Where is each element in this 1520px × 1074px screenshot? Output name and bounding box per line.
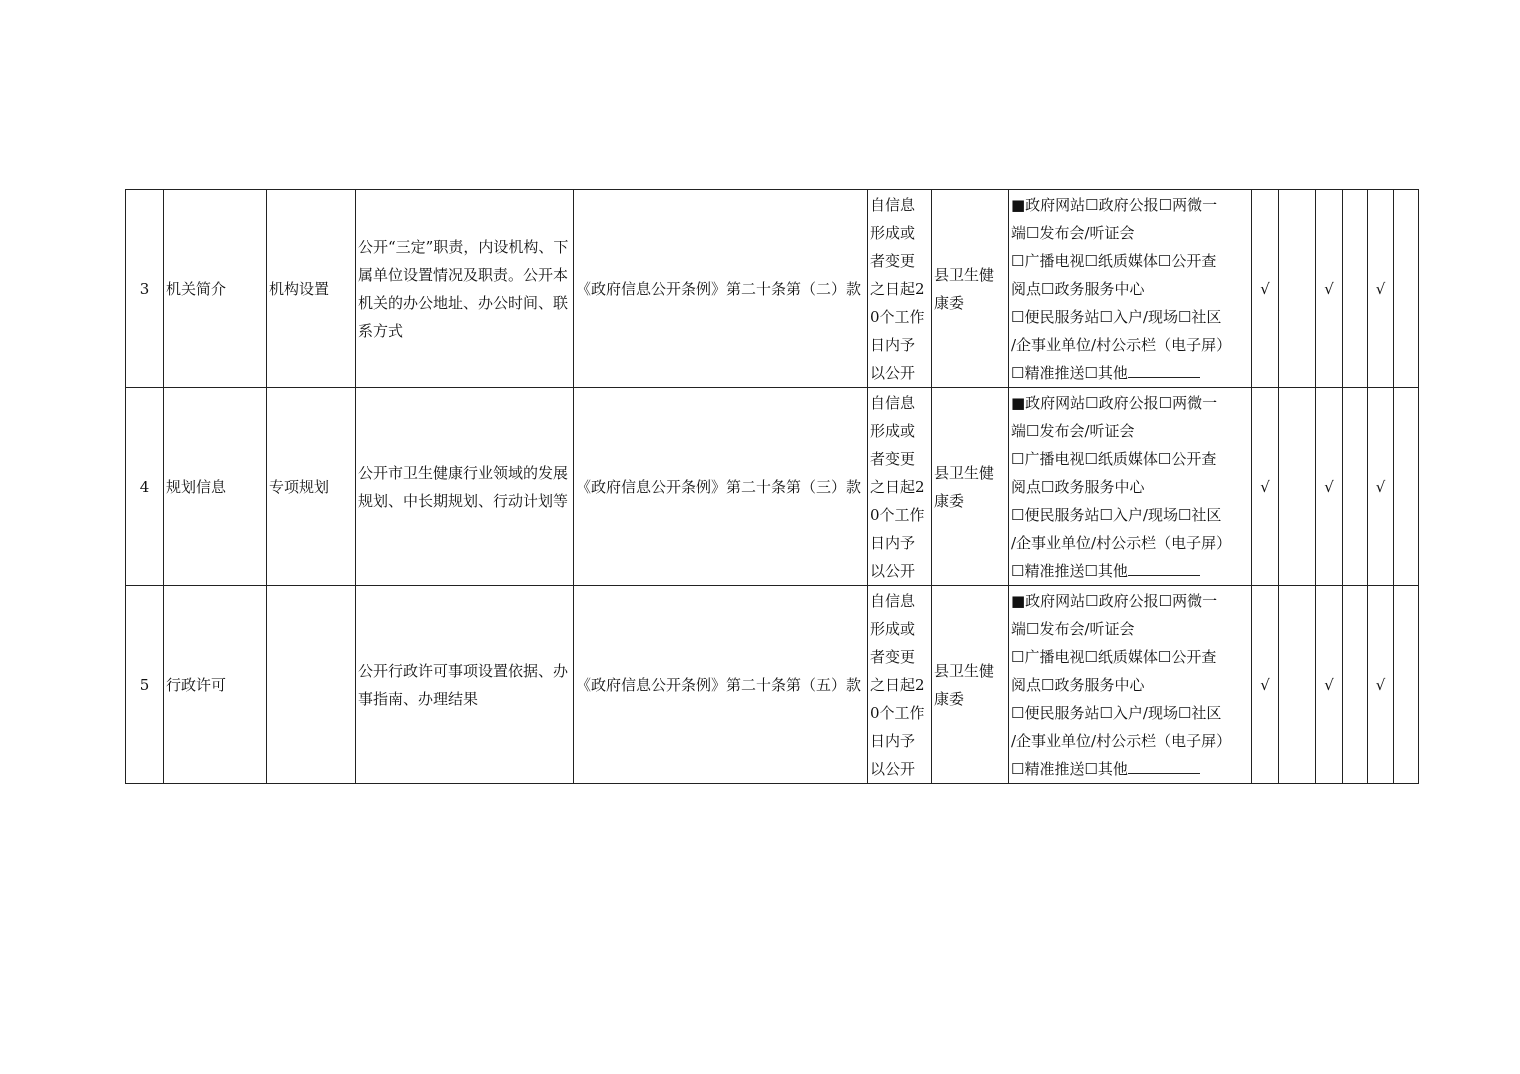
time-limit-cell: 自信息形成或者变更之日起20个工作日内予以公开 — [868, 586, 932, 784]
channel-line: ☐便民服务站☐入户/现场☐社区 — [1011, 703, 1222, 722]
mark-cell: √ — [1316, 388, 1343, 586]
other-blank — [1128, 561, 1200, 576]
other-blank — [1128, 759, 1200, 774]
channel-line: /企事业单位/村公示栏（电子屏） — [1011, 335, 1232, 354]
channel-line: 端☐发布会/听证会 — [1011, 223, 1135, 242]
subcategory-cell: 专项规划 — [267, 388, 356, 586]
channel-line: ☐广播电视☐纸质媒体☐公开查 — [1011, 647, 1217, 666]
mark-cell — [1279, 190, 1316, 388]
channel-line: 阅点☐政务服务中心 — [1011, 279, 1145, 298]
mark-cell: √ — [1368, 190, 1394, 388]
category-cell: 行政许可 — [164, 586, 267, 784]
row-number: 5 — [126, 586, 164, 784]
channel-line: ■政府网站☐政府公报☐两微一 — [1011, 195, 1218, 214]
subcategory-cell — [267, 586, 356, 784]
channel-text: ☐精准推送☐其他 — [1011, 759, 1128, 778]
channel-line: ☐广播电视☐纸质媒体☐公开查 — [1011, 251, 1217, 270]
category-cell: 机关简介 — [164, 190, 267, 388]
channel-text: ☐精准推送☐其他 — [1011, 561, 1128, 580]
mark-cell — [1394, 388, 1419, 586]
channel-line: 端☐发布会/听证会 — [1011, 421, 1135, 440]
channel-line-last — [1011, 557, 1249, 585]
basis-cell: 《政府信息公开条例》第二十条第（三）款 — [574, 388, 868, 586]
other-blank — [1128, 363, 1200, 378]
time-limit-cell: 自信息形成或者变更之日起20个工作日内予以公开 — [868, 190, 932, 388]
mark-cell: √ — [1368, 586, 1394, 784]
content-cell: 公开“三定”职责，内设机构、下属单位设置情况及职责。公开本机关的办公地址、办公时间、联系方式 — [356, 190, 574, 388]
content-cell: 公开行政许可事项设置依据、办事指南、办理结果 — [356, 586, 574, 784]
disclosure-table — [125, 189, 1419, 784]
channel-line-last — [1011, 755, 1249, 783]
table-row — [126, 388, 1419, 586]
mark-cell — [1394, 190, 1419, 388]
channel-line: ■政府网站☐政府公报☐两微一 — [1011, 393, 1218, 412]
mark-cell: √ — [1252, 586, 1279, 784]
channels-cell — [1009, 586, 1252, 784]
responsible-unit-cell: 县卫生健康委 — [932, 190, 1009, 388]
mark-cell: √ — [1252, 190, 1279, 388]
mark-cell — [1343, 388, 1368, 586]
category-cell: 规划信息 — [164, 388, 267, 586]
mark-cell — [1279, 586, 1316, 784]
channel-line: ■政府网站☐政府公报☐两微一 — [1011, 591, 1218, 610]
subcategory-cell: 机构设置 — [267, 190, 356, 388]
channel-line: 端☐发布会/听证会 — [1011, 619, 1135, 638]
table-row — [126, 190, 1419, 388]
channels-cell — [1009, 388, 1252, 586]
responsible-unit-cell: 县卫生健康委 — [932, 388, 1009, 586]
channel-line: 阅点☐政务服务中心 — [1011, 477, 1145, 496]
mark-cell — [1343, 586, 1368, 784]
channel-line: ☐广播电视☐纸质媒体☐公开查 — [1011, 449, 1217, 468]
channel-line: ☐便民服务站☐入户/现场☐社区 — [1011, 307, 1222, 326]
basis-cell: 《政府信息公开条例》第二十条第（二）款 — [574, 190, 868, 388]
table-row — [126, 586, 1419, 784]
row-number: 4 — [126, 388, 164, 586]
mark-cell — [1394, 586, 1419, 784]
content-cell: 公开市卫生健康行业领域的发展规划、中长期规划、行动计划等 — [356, 388, 574, 586]
channel-line-last — [1011, 359, 1249, 387]
mark-cell — [1279, 388, 1316, 586]
channel-line: ☐便民服务站☐入户/现场☐社区 — [1011, 505, 1222, 524]
mark-cell: √ — [1252, 388, 1279, 586]
basis-cell: 《政府信息公开条例》第二十条第（五）款 — [574, 586, 868, 784]
mark-cell: √ — [1316, 190, 1343, 388]
channel-text: ☐精准推送☐其他 — [1011, 363, 1128, 382]
mark-cell: √ — [1368, 388, 1394, 586]
row-number: 3 — [126, 190, 164, 388]
mark-cell: √ — [1316, 586, 1343, 784]
channel-line: 阅点☐政务服务中心 — [1011, 675, 1145, 694]
channel-line: /企事业单位/村公示栏（电子屏） — [1011, 533, 1232, 552]
time-limit-cell: 自信息形成或者变更之日起20个工作日内予以公开 — [868, 388, 932, 586]
channels-cell — [1009, 190, 1252, 388]
responsible-unit-cell: 县卫生健康委 — [932, 586, 1009, 784]
mark-cell — [1343, 190, 1368, 388]
channel-line: /企事业单位/村公示栏（电子屏） — [1011, 731, 1232, 750]
